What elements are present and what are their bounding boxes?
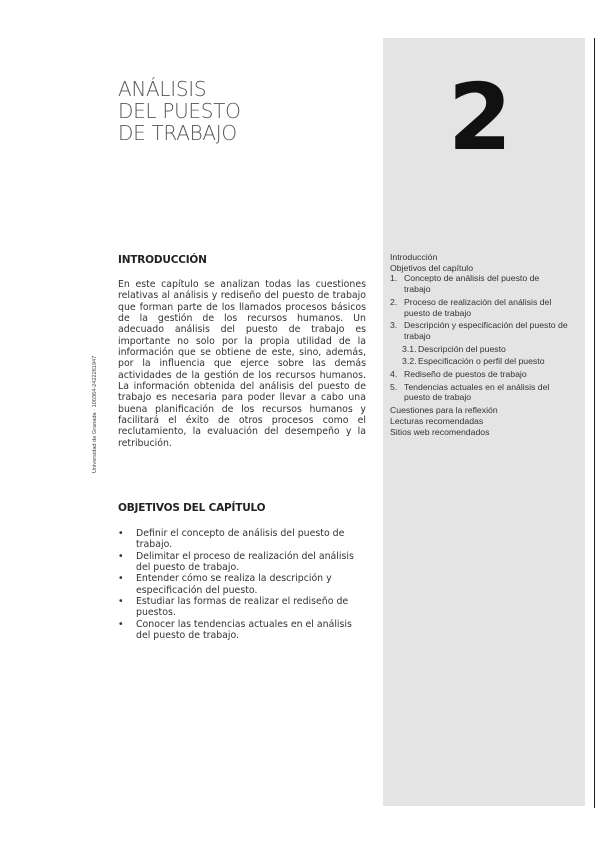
toc-entry-text: Introducción xyxy=(390,252,438,262)
toc-entry-text: Especificación o perfil del puesto xyxy=(418,356,545,367)
toc-entry[interactable] xyxy=(390,297,568,318)
toc-entry[interactable] xyxy=(390,273,568,294)
toc-entry-number: 4. xyxy=(390,369,398,380)
toc-entry-text: Concepto de análisis del puesto de trabajo xyxy=(404,273,540,295)
toc-entry-text: Proceso de realización del análisis del puesto de trabajo xyxy=(404,296,552,318)
chapter-title-line: ANÁLISIS xyxy=(118,77,207,101)
toc-entry[interactable] xyxy=(390,320,568,341)
toc-entry-number: 3. xyxy=(390,320,398,331)
introduction-heading: INTRODUCCIÓN xyxy=(118,254,207,266)
toc-entry[interactable] xyxy=(390,252,568,263)
bullet-icon: • xyxy=(118,550,124,562)
toc-entry-text: Descripción del puesto xyxy=(418,343,506,354)
toc-entry[interactable] xyxy=(390,356,568,367)
toc-entry-text: Descripción y especificación del puesto de trabajo xyxy=(404,320,568,341)
chapter-title-line: DE TRABAJO xyxy=(118,121,237,145)
toc-entry-text: Cuestiones para la reflexión xyxy=(390,405,498,416)
list-item xyxy=(118,551,368,574)
list-item xyxy=(118,528,368,551)
toc-entry-number: 2. xyxy=(390,296,398,307)
toc-entry-number: 3.2. xyxy=(402,356,417,367)
toc-entry[interactable] xyxy=(390,263,568,274)
toc-entry[interactable] xyxy=(390,369,568,380)
list-item xyxy=(118,573,368,596)
toc-entry-number: 1. xyxy=(390,273,398,284)
toc-entry[interactable] xyxy=(390,382,568,403)
list-item xyxy=(118,596,368,619)
chapter-number: 2 xyxy=(448,64,513,171)
toc-entry-text: Objetivos del capítulo xyxy=(390,262,474,273)
toc-entry-text: Tendencias actuales en el análisis del puesto de trabajo xyxy=(404,381,550,403)
toc-entry-text: Lecturas recomendadas xyxy=(390,415,484,426)
toc-entry[interactable] xyxy=(390,427,568,438)
objectives-heading: OBJETIVOS DEL CAPÍTULO xyxy=(118,502,266,514)
objective-text: Definir el concepto de análisis del puesto de trabajo. xyxy=(136,528,345,551)
side-stamp: Universidad de Granada · 100364-2422261947 xyxy=(92,355,98,473)
chapter-title xyxy=(118,78,338,144)
bullet-icon: • xyxy=(118,573,124,585)
bullet-icon: • xyxy=(118,618,124,630)
toc-entry[interactable] xyxy=(390,344,568,355)
toc-entry-number: 5. xyxy=(390,381,398,392)
toc-entry-text: Rediseño de puestos de trabajo xyxy=(404,369,527,380)
objectives-list xyxy=(118,528,368,641)
page-edge-rule xyxy=(594,38,595,808)
chapter-title-line: DEL PUESTO xyxy=(118,99,241,123)
objective-text: Conocer las tendencias actuales en el análisis del puesto de trabajo. xyxy=(136,618,352,642)
list-item xyxy=(118,619,368,642)
toc-entry-number: 3.1. xyxy=(402,343,417,354)
objective-text: Delimitar el proceso de realización del análisis del puesto de trabajo. xyxy=(136,550,354,574)
toc-entry-text: Sitios web recomendados xyxy=(390,426,490,437)
bullet-icon: • xyxy=(118,528,124,539)
introduction-text: En este capítulo se analizan todas las cuestiones relativas al análisis y rediseño del puesto de trabajo que forman parte de los llamados procesos básicos de la gestión de los recursos humanos. Un adecuado análisis del puesto de trabajo es importante no solo por la propia utilidad de la información que se obtiene de este, sino, además, por la influencia que ejerce sobre las demás actividades de la gestión de los recursos humanos. La información obtenida del análisis del puesto de trabajo es necesaria para poder llevar a cabo una buena planificación de los recursos humanos y facilitará el éxito de otros procesos como el reclutamiento, la evaluación del desempeño y la retribución. xyxy=(118,279,366,449)
toc-entry[interactable] xyxy=(390,416,568,427)
toc-entry[interactable] xyxy=(390,405,568,416)
bullet-icon: • xyxy=(118,596,124,608)
objective-text: Estudiar las formas de realizar el rediseño de puestos. xyxy=(136,596,349,619)
objective-text: Entender cómo se realiza la descripción y especificación del puesto. xyxy=(136,573,332,596)
table-of-contents xyxy=(390,252,568,437)
